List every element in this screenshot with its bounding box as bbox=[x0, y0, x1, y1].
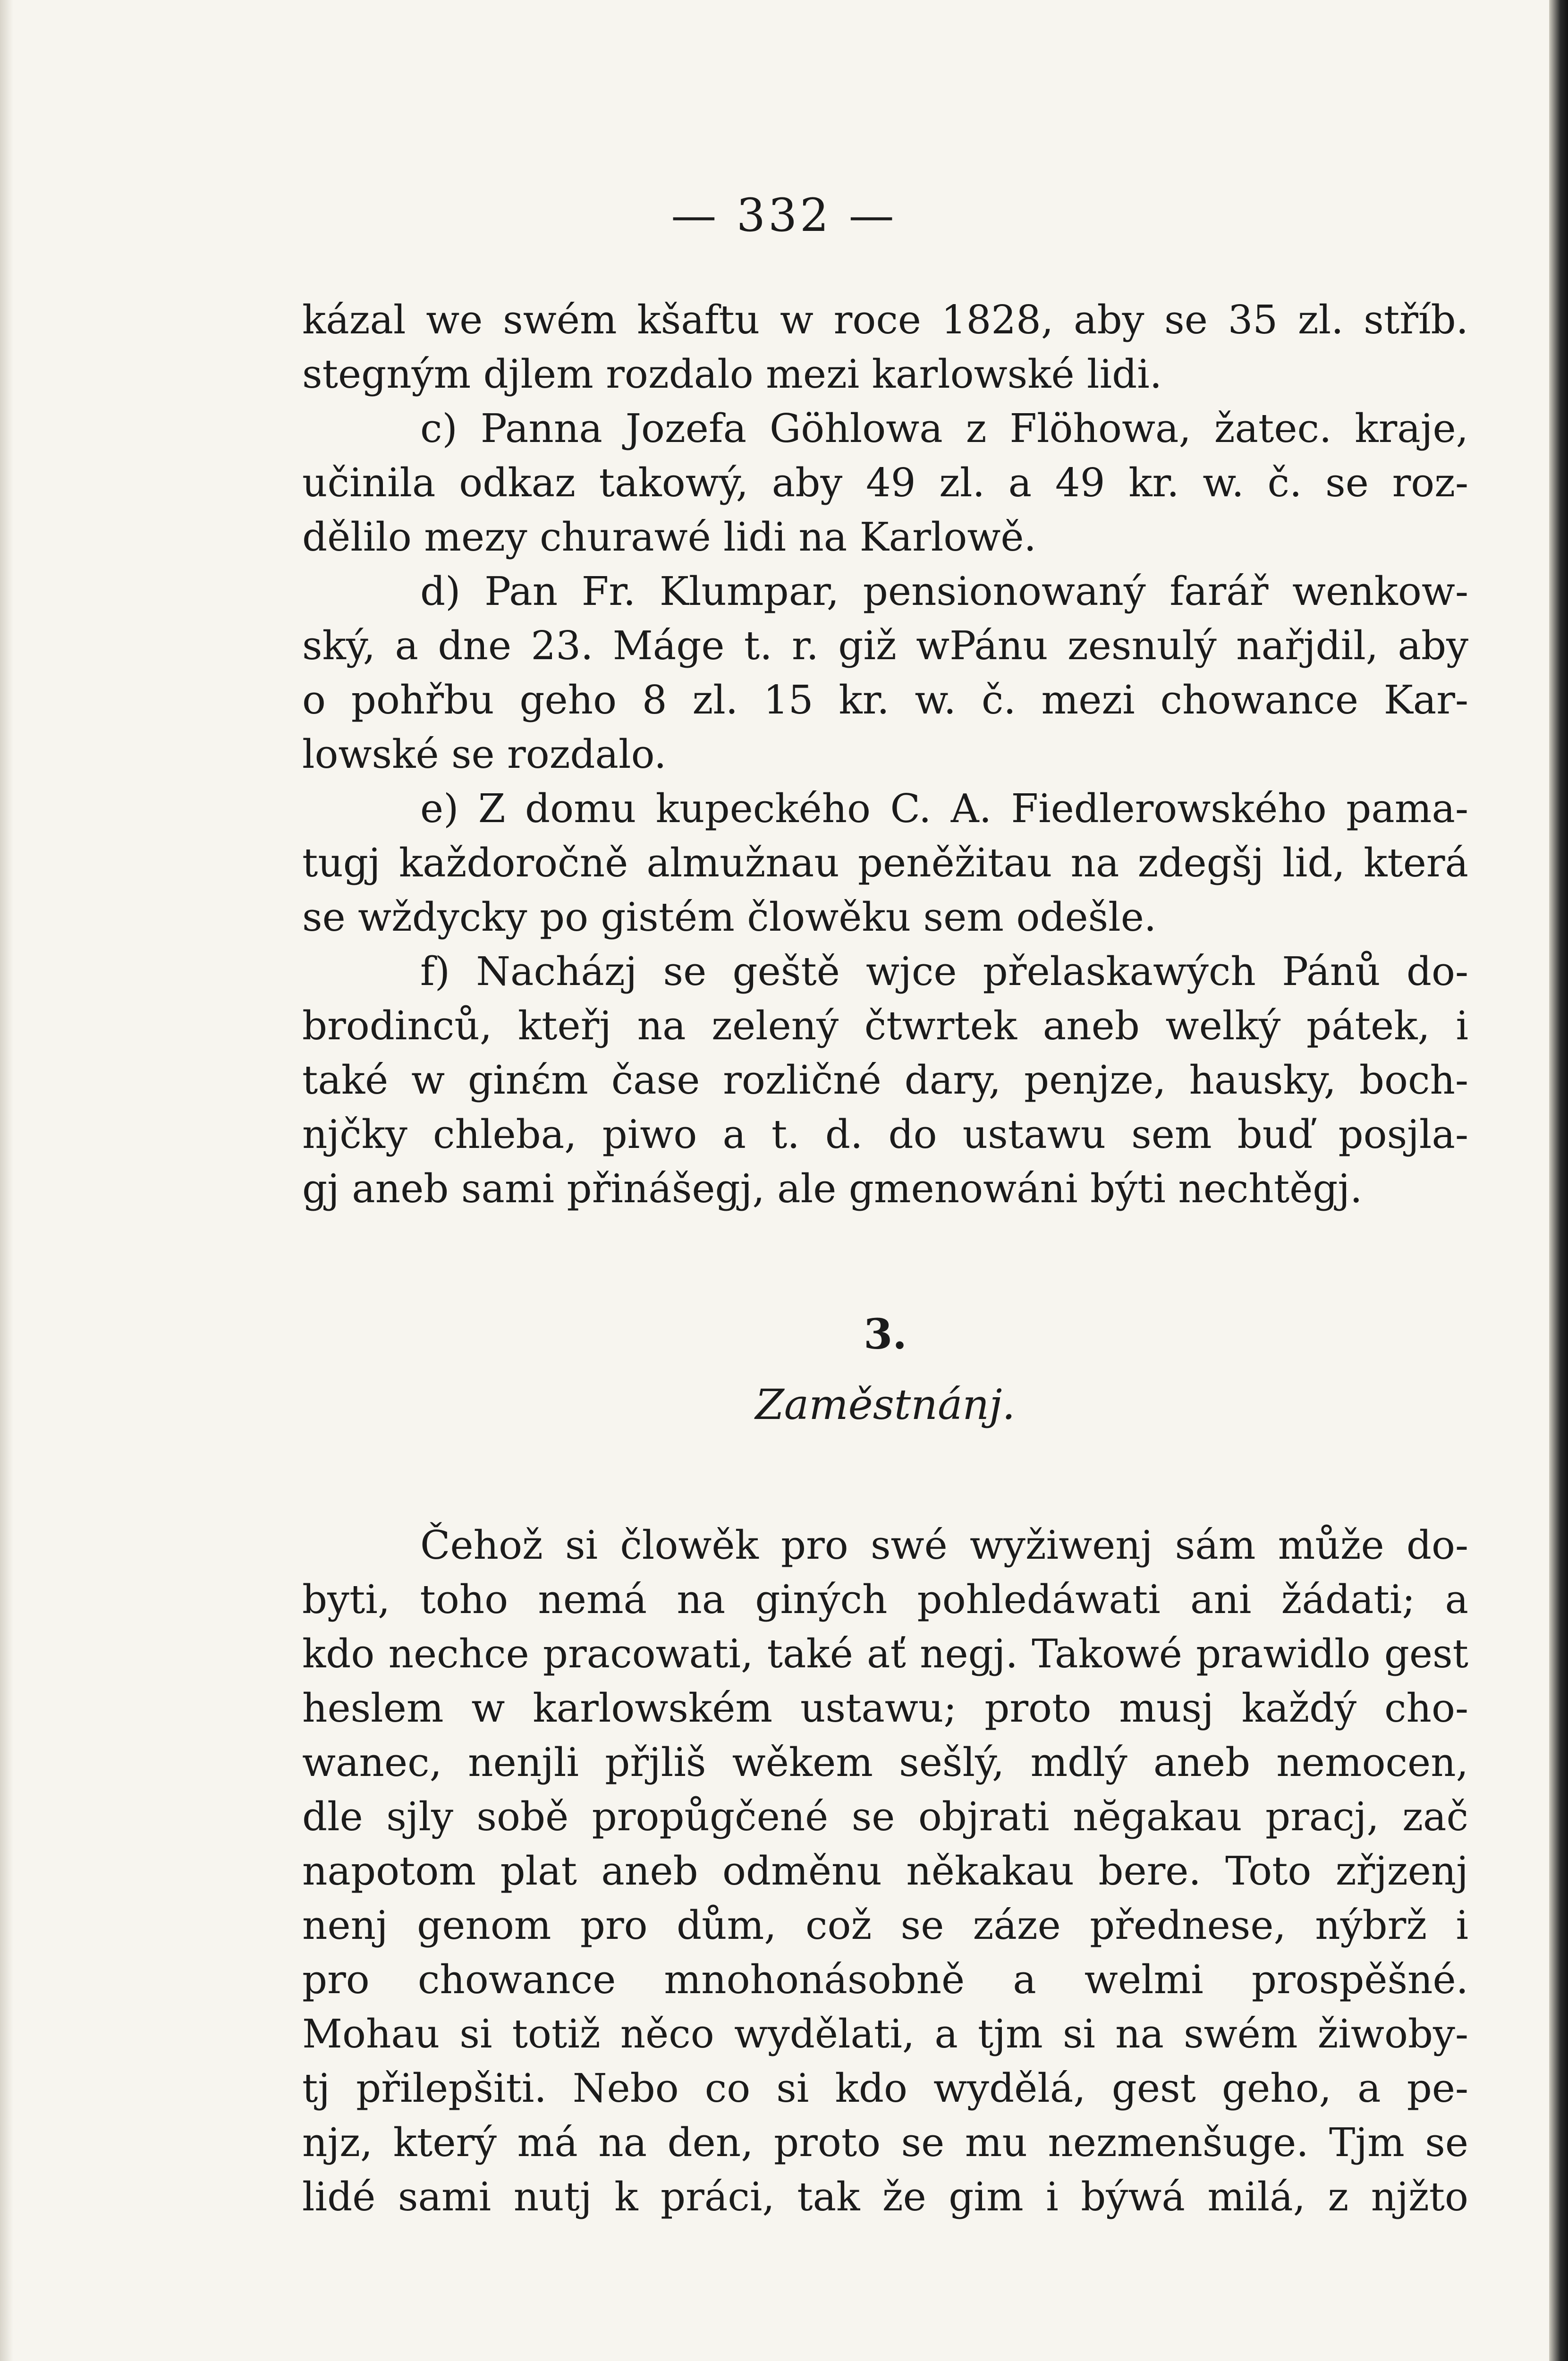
text-line: heslem w karlowském ustawu; proto musj každý cho- bbox=[302, 1685, 1468, 1731]
text-line: brodinců, kteřj na zelený čtwrtek aneb welký pátek, i bbox=[302, 1003, 1468, 1049]
text-line: f) Nacházj se geště wjce přelaskawých Pánů do- bbox=[420, 949, 1468, 994]
scan-edge-right bbox=[1549, 0, 1568, 2361]
text-line: gj aneb sami přinášegj, ale gmenowáni býti nechtěgj. bbox=[302, 1166, 1363, 1212]
text-line: napotom plat aneb odměnu někakau bere. Toto zřjzenj bbox=[302, 1848, 1468, 1894]
text-line: byti, toho nemá na giných pohledáwati ani žádati; a bbox=[302, 1577, 1468, 1622]
paragraph-e bbox=[302, 781, 1468, 944]
text-block bbox=[302, 293, 1468, 2224]
text-line: Mohau si totiž něco wydělati, a tjm si na swém žiwoby- bbox=[302, 2011, 1468, 2057]
text-line: také w ginέm čase rozličné dary, penjze, hausky, boch- bbox=[302, 1057, 1468, 1103]
text-line: d) Pan Fr. Klumpar, pensionowaný farář wenkow- bbox=[420, 569, 1468, 614]
paragraph-f bbox=[302, 944, 1468, 1216]
text-line: tj přilepšiti. Nebo co si kdo wydělá, gest geho, a pe- bbox=[302, 2065, 1468, 2111]
text-line: c) Panna Jozefa Göhlowa z Flöhowa, žatec. kraje, bbox=[420, 406, 1468, 451]
text-line: njz, který má na den, proto se mu nezmenšuge. Tjm se bbox=[302, 2120, 1468, 2166]
paragraph-continuation bbox=[302, 293, 1468, 401]
text-line: lidé sami nutj k práci, tak že gim i býwá milá, z njžto bbox=[302, 2174, 1468, 2220]
text-line: njčky chleba, piwo a t. d. do ustawu sem buď posjla- bbox=[302, 1112, 1468, 1157]
text-line: se wždycky po gistém člowěku sem odešle. bbox=[302, 894, 1157, 940]
text-line: učinila odkaz takowý, aby 49 zl. a 49 kr. w. č. se roz- bbox=[302, 460, 1468, 506]
text-line: e) Z domu kupeckého C. A. Fiedlerowského pama- bbox=[420, 786, 1468, 832]
page-number: — 332 — bbox=[671, 189, 897, 242]
text-line: kázal we swém kšaftu w roce 1828, aby se 35 zl. stříb. bbox=[302, 297, 1468, 343]
text-line: Čehož si člowěk pro swé wyžiwenj sám může do- bbox=[420, 1522, 1468, 1568]
text-line: kdo nechce pracowati, také ať negj. Takowé prawidlo gest bbox=[302, 1631, 1468, 1677]
text-line: wanec, nenjli přjliš wěkem sešlý, mdlý aneb nemocen, bbox=[302, 1740, 1468, 1785]
text-line: o pohřbu geho 8 zl. 15 kr. w. č. mezi chowance Kar- bbox=[302, 677, 1468, 723]
text-line: dle sjly sobě propůgčené se objrati nĕgakau pracj, zač bbox=[302, 1794, 1468, 1840]
text-line: lowské se rozdalo. bbox=[302, 731, 667, 777]
section-body bbox=[302, 1518, 1468, 2224]
text-line: stegným djlem rozdalo mezi karlowské lidi. bbox=[302, 351, 1162, 397]
scan-edge-left bbox=[0, 0, 13, 2361]
section-number: 3. bbox=[864, 1309, 907, 1359]
paragraph-c bbox=[302, 401, 1468, 564]
paragraph-d bbox=[302, 564, 1468, 781]
text-line: ský, a dne 23. Máge t. r. giž wPánu zesnulý nařjdil, aby bbox=[302, 623, 1468, 669]
text-line: nenj genom pro dům, což se záze přednese, nýbrž i bbox=[302, 1902, 1468, 1948]
section-title: Zaměstnánj. bbox=[755, 1380, 1016, 1429]
text-line: pro chowance mnohonásobně a welmi prospěšné. bbox=[302, 1957, 1468, 2003]
text-line: tugj každoročně almužnau peněžitau na zdegšj lid, která bbox=[302, 840, 1468, 886]
text-line: dělilo mezy churawé lidi na Karlowě. bbox=[302, 514, 1036, 560]
